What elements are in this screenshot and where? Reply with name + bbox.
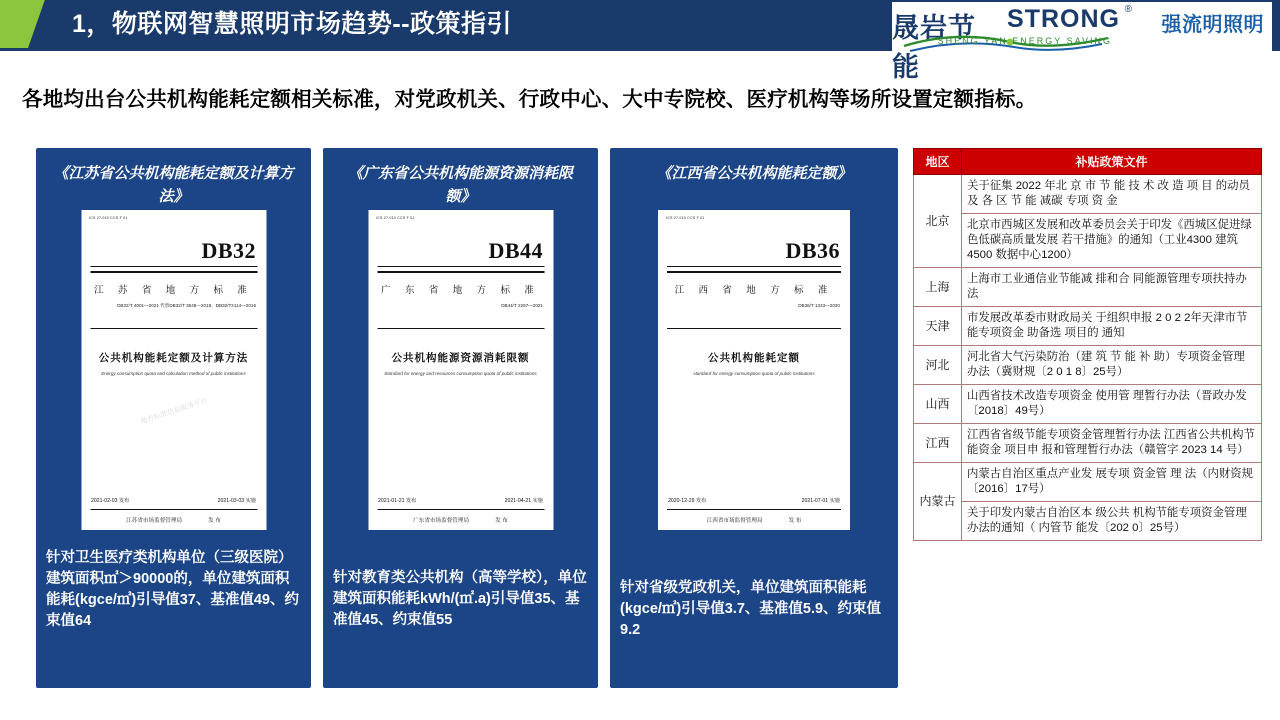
table-cell-region: 天津	[914, 307, 962, 346]
doc-issuer-action: 发 布	[495, 518, 508, 524]
doc-effective-date: 2021-03-03 实施	[217, 498, 256, 504]
document-cover-thumbnail	[658, 210, 850, 530]
logo-subtext: SHENG YAN ENERGY SAVING	[937, 36, 1112, 46]
logo-registered-icon: ®	[1124, 4, 1132, 15]
subsidy-policy-table-wrapper	[913, 148, 1262, 541]
doc-divider	[667, 271, 841, 273]
logo-tagline: 强流明照明	[1161, 14, 1264, 36]
standard-card-guangdong	[323, 148, 598, 688]
doc-standard-label: 江 西 省 地 方 标 准	[674, 286, 834, 296]
doc-english-title: Standard for energy and resources consumption quota of public institutions	[384, 371, 537, 376]
doc-divider	[90, 328, 257, 329]
table-cell-policy: 内蒙古自治区重点产业发 展专项 资金管 理 法（内财资规〔2016〕17号）	[962, 463, 1262, 502]
doc-standard-number: DB36/T 1343—2020	[798, 303, 840, 308]
doc-effective-date: 2021-07-01 实施	[801, 498, 840, 504]
doc-issuer-action: 发 布	[788, 518, 802, 524]
subsidy-policy-table	[913, 148, 1262, 541]
standard-card-jiangsu	[36, 148, 311, 688]
card-title: 《江西省公共机构能耗定额》	[656, 165, 852, 182]
doc-ics-code: ICS 27.010 CCS F 01	[89, 216, 128, 220]
doc-watermark: 地方标准信息服务平台	[139, 397, 209, 426]
table-row	[914, 346, 1262, 385]
table-cell-policy: 江西省省级节能专项资金管理暂行办法 江西省公共机构节能资金 项目申 报和管理暂行办法（赣管字 2023 14 号）	[962, 424, 1262, 463]
card-note: 针对卫生医疗类机构单位（三级医院）建筑面积㎡＞90000的，单位建筑面积能耗(kgce/㎡)引导值37、基准值49、约束值64	[46, 550, 299, 629]
table-row	[914, 175, 1262, 214]
table-row	[914, 463, 1262, 502]
table-row	[914, 385, 1262, 424]
table-cell-region: 山西	[914, 385, 962, 424]
doc-issuer	[378, 516, 543, 524]
logo-chinese-name: 晟岩节能	[892, 13, 976, 82]
table-cell-region: 上海	[914, 268, 962, 307]
doc-divider	[667, 509, 841, 510]
page-title: 1，物联网智慧照明市场趋势--政策指引	[72, 10, 513, 38]
doc-dates	[378, 497, 543, 504]
table-cell-region: 内蒙古	[914, 463, 962, 541]
table-cell-policy: 河北省大气污染防治（建 筑 节 能 补 助）专项资金管理办法（冀财规〔2 0 1 8〕25号）	[962, 346, 1262, 385]
doc-divider	[667, 266, 841, 267]
doc-divider	[377, 509, 544, 510]
table-cell-policy: 北京市西城区发展和改革委员会关于印发《西城区促进绿色低碳高质量发展 若干措施》的通知（工业4300 建筑4500 数据中心1200）	[962, 214, 1262, 268]
table-row	[914, 307, 1262, 346]
table-row	[914, 502, 1262, 541]
card-note: 针对教育类公共机构（高等学校），单位建筑面积能耗kWh/(㎡.a)引导值35、基准值45、约束值55	[333, 570, 587, 628]
standard-card-jiangxi	[610, 148, 898, 688]
doc-main-title: 公共机构能耗定额	[708, 352, 800, 364]
doc-main-title: 公共机构能源资源消耗限额	[391, 352, 530, 364]
card-note: 针对省级党政机关，单位建筑面积能耗(kgce/㎡)引导值3.7、基准值5.9、约束值9.2	[620, 580, 882, 638]
doc-ics-code: ICS 27.010 CCS F 01	[666, 216, 705, 220]
doc-issuer-action: 发 布	[208, 518, 221, 524]
doc-issuer	[91, 516, 256, 524]
table-cell-region: 江西	[914, 424, 962, 463]
doc-standard-number: DB44/T 2267—2021	[501, 303, 543, 308]
doc-dates	[91, 497, 256, 504]
card-title: 《江苏省公共机构能耗定额及计算方法》	[53, 165, 294, 205]
doc-issuer-name: 广东省市场监督管理局	[413, 518, 470, 524]
table-cell-policy: 市发展改革委市财政局关 于组织申报 2 0 2 2年天津市节能专项资金 助备选 项目的 通知	[962, 307, 1262, 346]
doc-watermark	[373, 377, 549, 434]
card-title: 《广东省公共机构能源资源消耗限额》	[347, 165, 573, 205]
doc-standard-label: 广 东 省 地 方 标 准	[381, 286, 540, 296]
document-cover-thumbnail	[368, 210, 553, 530]
doc-divider	[90, 266, 257, 267]
table-cell-policy: 上海市工业通信业节能减 排和合 同能源管理专项扶持办法	[962, 268, 1262, 307]
doc-standard-code: DB44	[488, 238, 543, 263]
doc-standard-label: 江 苏 省 地 方 标 准	[94, 286, 253, 296]
table-header-policy: 补贴政策文件	[962, 149, 1262, 175]
doc-publish-date: 2021-02-03 发布	[91, 498, 130, 504]
doc-divider	[90, 509, 257, 510]
doc-english-title: standard for energy consumption quota of public institutions	[693, 371, 815, 376]
doc-ics-code: ICS 27.010 CCS F 01	[376, 216, 415, 220]
logo-brand-strong: STRONG	[1007, 5, 1120, 33]
doc-effective-date: 2021-04-21 实施	[504, 498, 543, 504]
doc-watermark	[663, 376, 846, 435]
doc-main-title: 公共机构能耗定额及计算方法	[98, 352, 249, 364]
table-cell-region: 河北	[914, 346, 962, 385]
doc-publish-date: 2020-12-29 发布	[668, 498, 707, 504]
table-row	[914, 268, 1262, 307]
table-cell-policy: 山西省技术改造专项资金 使用管 理暂行办法（晋政办发〔2018〕49号）	[962, 385, 1262, 424]
company-logo	[892, 2, 1272, 82]
slide-header	[0, 0, 1280, 82]
table-cell-policy: 关于征集 2022 年北 京 市 节 能 技 术 改 造 项 目 的动员及 各 区 节 能 减碳 专项 资 金	[962, 175, 1262, 214]
doc-divider	[667, 328, 841, 329]
table-header-region: 地区	[914, 149, 962, 175]
doc-issuer-name: 江苏省市场监督管理局	[126, 518, 183, 524]
table-row	[914, 424, 1262, 463]
doc-standard-number: DB32/T 4001—2021 代替DB32/T 3548—2019、DB32/T2114—2016	[117, 303, 256, 308]
doc-standard-code: DB36	[785, 238, 840, 263]
doc-divider	[90, 271, 257, 273]
table-row	[914, 214, 1262, 268]
document-cover-thumbnail	[81, 210, 266, 530]
doc-publish-date: 2021-01-21 发布	[378, 498, 417, 504]
doc-divider	[377, 271, 544, 273]
doc-standard-code: DB32	[201, 238, 256, 263]
statement-text: 各地均出台公共机构能耗定额相关标准，对党政机关、行政中心、大中专院校、医疗机构等场所设置定额指标。	[22, 88, 1037, 111]
doc-issuer-name: 江西省市场监督管理局	[706, 518, 763, 524]
doc-issuer	[668, 516, 840, 524]
table-header-row	[914, 149, 1262, 175]
doc-dates	[668, 497, 840, 504]
doc-english-title: Energy consumption quota and calculation method of public institutions	[101, 371, 246, 376]
table-cell-region: 北京	[914, 175, 962, 268]
doc-divider	[377, 266, 544, 267]
table-cell-policy: 关于印发内蒙古自治区本 级公共 机构节能专项资金管理办法的通知（ 内管节 能发〔202 0〕25号）	[962, 502, 1262, 541]
doc-divider	[377, 328, 544, 329]
